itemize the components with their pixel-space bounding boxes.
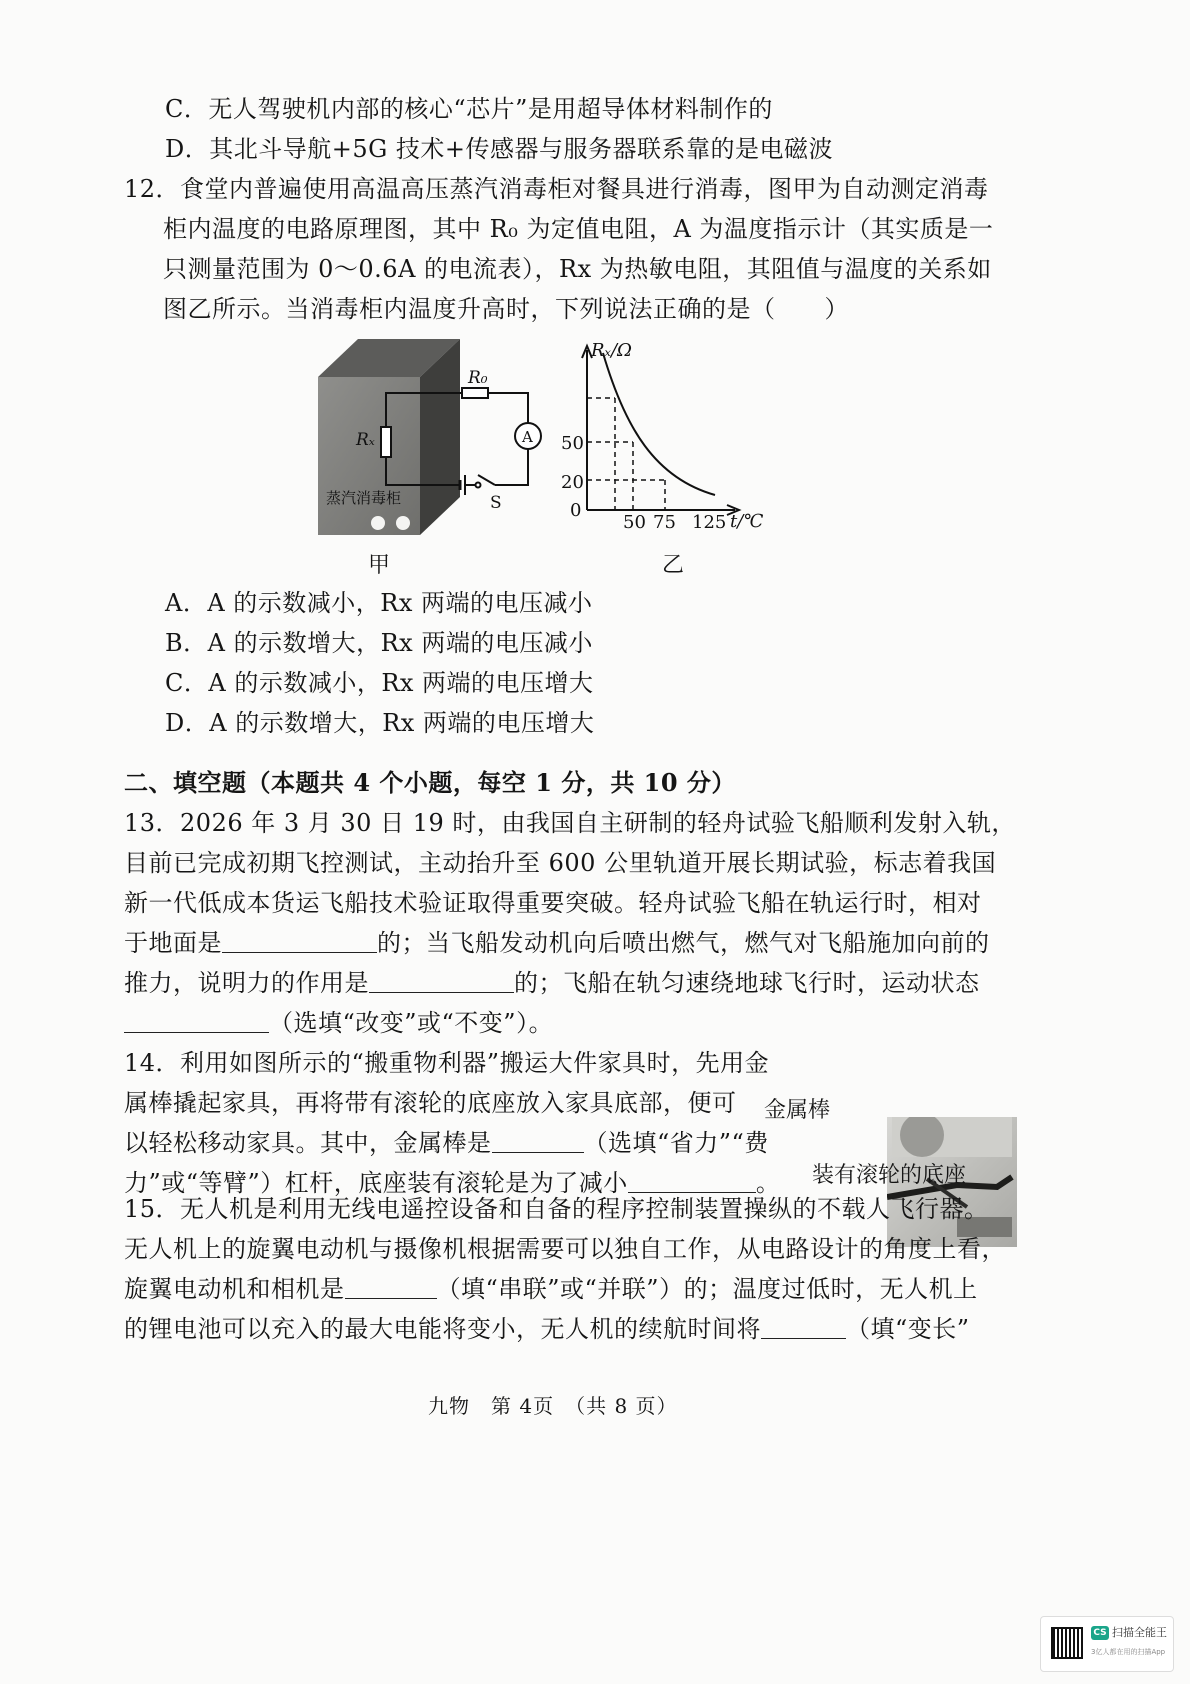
r0-label: R₀ — [468, 368, 488, 388]
y-tick-0: 0 — [570, 500, 582, 521]
q13-line-4 — [124, 927, 990, 959]
q15-text-3b: （填“串联”或“并联”）的；温度过低时，无人机上 — [436, 1275, 978, 1303]
q15-line-4 — [124, 1313, 970, 1345]
q14-text-4b: 。 — [755, 1169, 781, 1197]
q12-stem-line-2: 柜内温度的电路原理图，其中 R₀ 为定值电阻，A 为温度指示计（其实质是一 — [163, 215, 994, 243]
q12-option-b: B．A 的示数增大，Rx 两端的电压减小 — [165, 629, 593, 657]
q13-text-4b: 的；当飞船发动机向后喷出燃气，燃气对飞船施加向前的 — [377, 929, 990, 957]
q13-text-4a: 于地面是 — [124, 929, 222, 957]
q13-answer-blank-1[interactable] — [222, 928, 377, 953]
q14-line-2: 属棒撬起家具，再将带有滚轮的底座放入家具底部，便可 — [124, 1089, 737, 1117]
figure-yi-caption: 乙 — [662, 553, 685, 578]
q13-text-5b: 的；飞船在轨匀速绕地球飞行时，运动状态 — [514, 969, 980, 997]
qr-code-icon — [1051, 1627, 1083, 1659]
q14-answer-blank-2[interactable] — [628, 1168, 756, 1193]
y-tick-50: 50 — [561, 433, 584, 454]
q13-line-3: 新一代低成本货运飞船技术验证取得重要突破。轻舟试验飞船在轨运行时，相对 — [124, 889, 982, 917]
q13-answer-blank-2[interactable] — [369, 968, 514, 993]
q13-line-1: 13．2026 年 3 月 30 日 19 时，由我国自主研制的轻舟试验飞船顺利发射入轨， — [124, 809, 1016, 837]
ammeter-symbol: A — [522, 428, 533, 446]
section-2-title: 二、填空题（本题共 4 个小题，每空 1 分，共 10 分） — [124, 768, 736, 797]
q13-line-6 — [124, 1007, 553, 1039]
q11-option-c: C．无人驾驶机内部的核心“芯片”是用超导体材料制作的 — [165, 95, 773, 123]
q15-line-2: 无人机上的旋翼电动机与摄像机根据需要可以独自工作，从电路设计的角度上看， — [124, 1235, 1006, 1263]
cabinet-label: 蒸汽消毒柜 — [326, 489, 402, 507]
q15-answer-blank-2[interactable] — [761, 1314, 846, 1339]
q13-line-5 — [124, 967, 980, 999]
q12-option-d: D．A 的示数增大，Rx 两端的电压增大 — [165, 709, 595, 737]
q12-option-c: C．A 的示数减小，Rx 两端的电压增大 — [165, 669, 594, 697]
q13-answer-blank-3[interactable] — [124, 1008, 269, 1033]
q11-option-d: D．其北斗导航+5G 技术+传感器与服务器联系靠的是电磁波 — [165, 135, 834, 163]
q12-stem-line-3: 只测量范围为 0～0.6A 的电流表），Rx 为热敏电阻，其阻值与温度的关系如 — [163, 255, 992, 283]
q13-line-2: 目前已完成初期飞控测试，主动抬升至 600 公里轨道开展长期试验，标志着我国 — [124, 849, 997, 877]
q14-line-3 — [124, 1127, 769, 1159]
photo-label-roller-base: 装有滚轮的底座 — [812, 1163, 967, 1188]
scanner-watermark — [1040, 1616, 1174, 1672]
q12-stem-line-1: 12．食堂内普遍使用高温高压蒸汽消毒柜对餐具进行消毒，图甲为自动测定消毒 — [124, 175, 989, 203]
y-axis-label: Rₓ/Ω — [591, 340, 632, 361]
q15-line-3 — [124, 1273, 978, 1305]
y-tick-20: 20 — [561, 472, 584, 493]
q14-line-1: 14．利用如图所示的“搬重物利器”搬运大件家具时，先用金 — [124, 1049, 770, 1077]
figure-jia-caption: 甲 — [368, 553, 391, 578]
x-tick-75: 75 — [653, 512, 676, 533]
x-tick-125: 125 — [692, 512, 727, 533]
photo-label-metal-rod: 金属棒 — [764, 1098, 831, 1123]
x-axis-label: t/℃ — [730, 511, 764, 532]
scanner-app-name: 扫描全能王 — [1112, 1626, 1167, 1639]
figure-jia — [310, 335, 560, 540]
q14-text-3a: 以轻松移动家具。其中，金属棒是 — [124, 1129, 492, 1157]
q13-text-6b: （选填“改变”或“不变”）。 — [269, 1009, 554, 1037]
rx-label: Rₓ — [356, 430, 375, 450]
q12-stem-line-4: 图乙所示。当消毒柜内温度升高时，下列说法正确的是（ ） — [163, 295, 849, 323]
q15-text-4b: （填“变长” — [846, 1315, 970, 1343]
q15-line-1: 15．无人机是利用无线电遥控设备和自备的程序控制装置操纵的不载人飞行器。 — [124, 1195, 989, 1223]
q15-answer-blank-1[interactable] — [345, 1274, 437, 1299]
q12-option-a: A．A 的示数减小，Rx 两端的电压减小 — [165, 589, 593, 617]
x-tick-50: 50 — [623, 512, 646, 533]
q14-text-4a: 力”或“等臂”）杠杆，底座装有滚轮是为了减小 — [124, 1169, 628, 1197]
q14-text-3b: （选填“省力”“费 — [583, 1129, 769, 1157]
q13-text-5a: 推力，说明力的作用是 — [124, 969, 369, 997]
scanner-tagline: 3亿人都在用的扫描App — [1091, 1648, 1166, 1656]
figure-yi — [555, 338, 770, 538]
q15-text-4a: 的锂电池可以充入的最大电能将变小，无人机的续航时间将 — [124, 1315, 761, 1343]
switch-label: S — [490, 493, 502, 513]
page-footer: 九物 第 4页 （共 8 页） — [428, 1394, 678, 1418]
cs-logo-icon: CS — [1091, 1626, 1109, 1640]
q15-text-3a: 旋翼电动机和相机是 — [124, 1275, 345, 1303]
q14-answer-blank-1[interactable] — [492, 1128, 584, 1153]
